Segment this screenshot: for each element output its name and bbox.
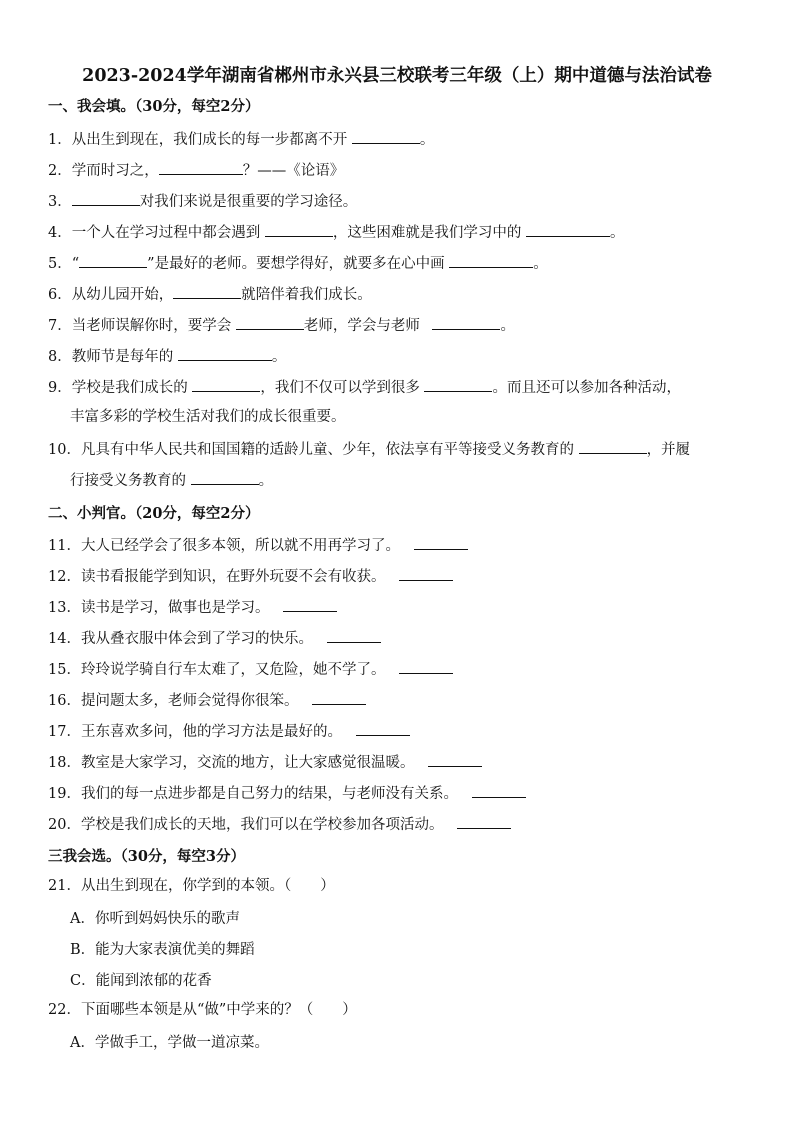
question-5 (48, 252, 548, 274)
question-number: 11． (48, 538, 81, 554)
section-choice-heading: 三我会选。（30分，每空3分） (48, 848, 246, 865)
question-text: 大人已经学会了很多本领，所以就不用再学习了。 (80, 538, 400, 554)
question-number: 7． (48, 318, 72, 334)
answer-blank[interactable] (424, 376, 492, 392)
answer-blank[interactable] (579, 438, 647, 454)
question-text: 我从叠衣服中体会到了学习的快乐。 (80, 631, 313, 647)
question-8 (48, 345, 286, 367)
answer-blank[interactable] (399, 658, 453, 674)
question-number: 18． (48, 755, 81, 771)
question-14 (48, 627, 381, 649)
question-7 (48, 314, 515, 336)
question-number: 12． (48, 569, 81, 585)
question-text: ，并履 (646, 442, 691, 458)
question-number: 20． (48, 817, 81, 833)
question-1 (48, 128, 434, 150)
question-18 (48, 751, 482, 773)
question-15 (48, 658, 453, 680)
choice-option-a[interactable]: A．学做手工，学做一道凉菜。 (70, 1035, 269, 1051)
question-text: 学校是我们成长的天地，我们可以在学校参加各项活动。 (80, 817, 444, 833)
answer-blank[interactable] (191, 469, 259, 485)
question-text-continued: 丰富多彩的学校生活对我们的成长很重要。 (70, 409, 346, 425)
question-text: 凡具有中华人民共和国国籍的适龄儿童、少年，依法享有平等接受义务教育的 (80, 442, 574, 458)
exam-title: 2023-2024学年湖南省郴州市永兴县三校联考三年级（上）期中道德与法治试卷 (82, 66, 712, 86)
question-12 (48, 565, 453, 587)
question-text: 提问题太多，老师会觉得你很笨。 (80, 693, 299, 709)
question-text: 学而时习之， (71, 163, 159, 179)
question-number: 10． (48, 442, 81, 458)
answer-blank[interactable] (472, 782, 526, 798)
question-text: 我们的每一点进步都是自己努力的结果，与老师没有关系。 (80, 786, 458, 802)
answer-blank[interactable] (457, 813, 511, 829)
question-text: 。 (271, 349, 287, 365)
question-text: 一个人在学习过程中都会遇到 (71, 225, 261, 241)
answer-blank[interactable] (399, 565, 453, 581)
answer-blank[interactable] (79, 252, 147, 268)
question-text: 。 (500, 318, 515, 334)
answer-blank[interactable] (449, 252, 533, 268)
question-text: 。 (419, 132, 435, 148)
question-text: ”是最好的老师。要想学得好，就要多在心中画 (147, 256, 445, 272)
answer-blank[interactable] (192, 376, 260, 392)
question-text: 从幼儿园开始， (71, 287, 174, 303)
question-21 (48, 876, 335, 896)
question-16 (48, 689, 366, 711)
question-text-continued (70, 469, 273, 491)
question-number: 15． (48, 662, 81, 678)
question-text: ，我们不仅可以学到很多 (260, 380, 420, 396)
question-number: 1． (48, 132, 72, 148)
answer-blank[interactable] (173, 283, 241, 299)
choice-option-c[interactable]: C．能闻到浓郁的花香 (70, 973, 212, 989)
question-text: 下面哪些本领是从“做”中学来的？（ ） (80, 1002, 357, 1018)
question-text: 。 (609, 225, 625, 241)
question-17 (48, 720, 410, 742)
question-text: ，这些困难就是我们学习中的 (332, 225, 522, 241)
question-number: 5． (48, 256, 72, 272)
question-text: 王东喜欢多问，他的学习方法是最好的。 (80, 724, 342, 740)
section-judge-heading: 二、小判官。（20分，每空2分） (48, 505, 260, 522)
question-3 (48, 190, 357, 212)
answer-blank[interactable] (352, 128, 420, 144)
question-text: 。 (258, 473, 274, 489)
question-number: 9． (48, 380, 72, 396)
answer-blank[interactable] (356, 720, 410, 736)
answer-blank[interactable] (178, 345, 272, 361)
question-13 (48, 596, 337, 618)
question-number: 22． (48, 1002, 81, 1018)
question-text: 从出生到现在，我们成长的每一步都离不开 (71, 132, 348, 148)
choice-option-a[interactable]: A．你听到妈妈快乐的歌声 (70, 911, 240, 927)
question-number: 17． (48, 724, 81, 740)
question-text: 教师节是每年的 (71, 349, 174, 365)
question-text: 读书看报能学到知识，在野外玩耍不会有收获。 (80, 569, 386, 585)
answer-blank[interactable] (236, 314, 304, 330)
answer-blank[interactable] (414, 534, 468, 550)
question-19 (48, 782, 526, 804)
question-number: 4． (48, 225, 72, 241)
answer-blank[interactable] (327, 627, 381, 643)
question-number: 3． (48, 194, 72, 210)
choice-option-b[interactable]: B．能为大家表演优美的舞蹈 (70, 942, 255, 958)
question-number: 14． (48, 631, 81, 647)
question-text: 行接受义务教育的 (70, 473, 186, 489)
answer-blank[interactable] (526, 221, 610, 237)
question-number: 13． (48, 600, 81, 616)
question-text: ？——《论语》 (242, 163, 345, 179)
question-text: 就陪伴着我们成长。 (241, 287, 372, 303)
answer-blank[interactable] (159, 159, 243, 175)
question-number: 19． (48, 786, 81, 802)
answer-blank[interactable] (428, 751, 482, 767)
answer-blank[interactable] (265, 221, 333, 237)
question-11 (48, 534, 468, 556)
question-text: 。而且还可以参加各种活动， (492, 380, 681, 396)
question-9 (48, 376, 681, 425)
question-text: 读书是学习，做事也是学习。 (80, 600, 270, 616)
question-text: 学校是我们成长的 (71, 380, 188, 396)
question-number: 8． (48, 349, 72, 365)
question-text: 对我们来说是很重要的学习途径。 (139, 194, 358, 210)
question-6 (48, 283, 372, 305)
question-text: 老师，学会与老师 (303, 318, 420, 334)
question-text: 。 (533, 256, 548, 272)
question-22 (48, 1000, 357, 1020)
question-text: 当老师误解你时，要学会 (71, 318, 232, 334)
question-number: 2． (48, 163, 72, 179)
question-text: “ (71, 256, 80, 272)
question-text: 玲玲说学骑自行车太难了，又危险，她不学了。 (80, 662, 386, 678)
question-text: 教室是大家学习，交流的地方，让大家感觉很温暖。 (80, 755, 415, 771)
section-fill-heading: 一、我会填。（30分，每空2分） (48, 98, 260, 115)
answer-blank[interactable] (72, 190, 140, 206)
question-number: 21． (48, 878, 81, 894)
question-4 (48, 221, 624, 243)
question-10 (48, 438, 691, 489)
answer-blank[interactable] (432, 314, 500, 330)
question-number: 6． (48, 287, 72, 303)
question-text: 从出生到现在，你学到的本领。（ ） (80, 878, 335, 894)
question-number: 16． (48, 693, 81, 709)
question-20 (48, 813, 511, 835)
question-2 (48, 159, 344, 181)
answer-blank[interactable] (312, 689, 366, 705)
answer-blank[interactable] (283, 596, 337, 612)
